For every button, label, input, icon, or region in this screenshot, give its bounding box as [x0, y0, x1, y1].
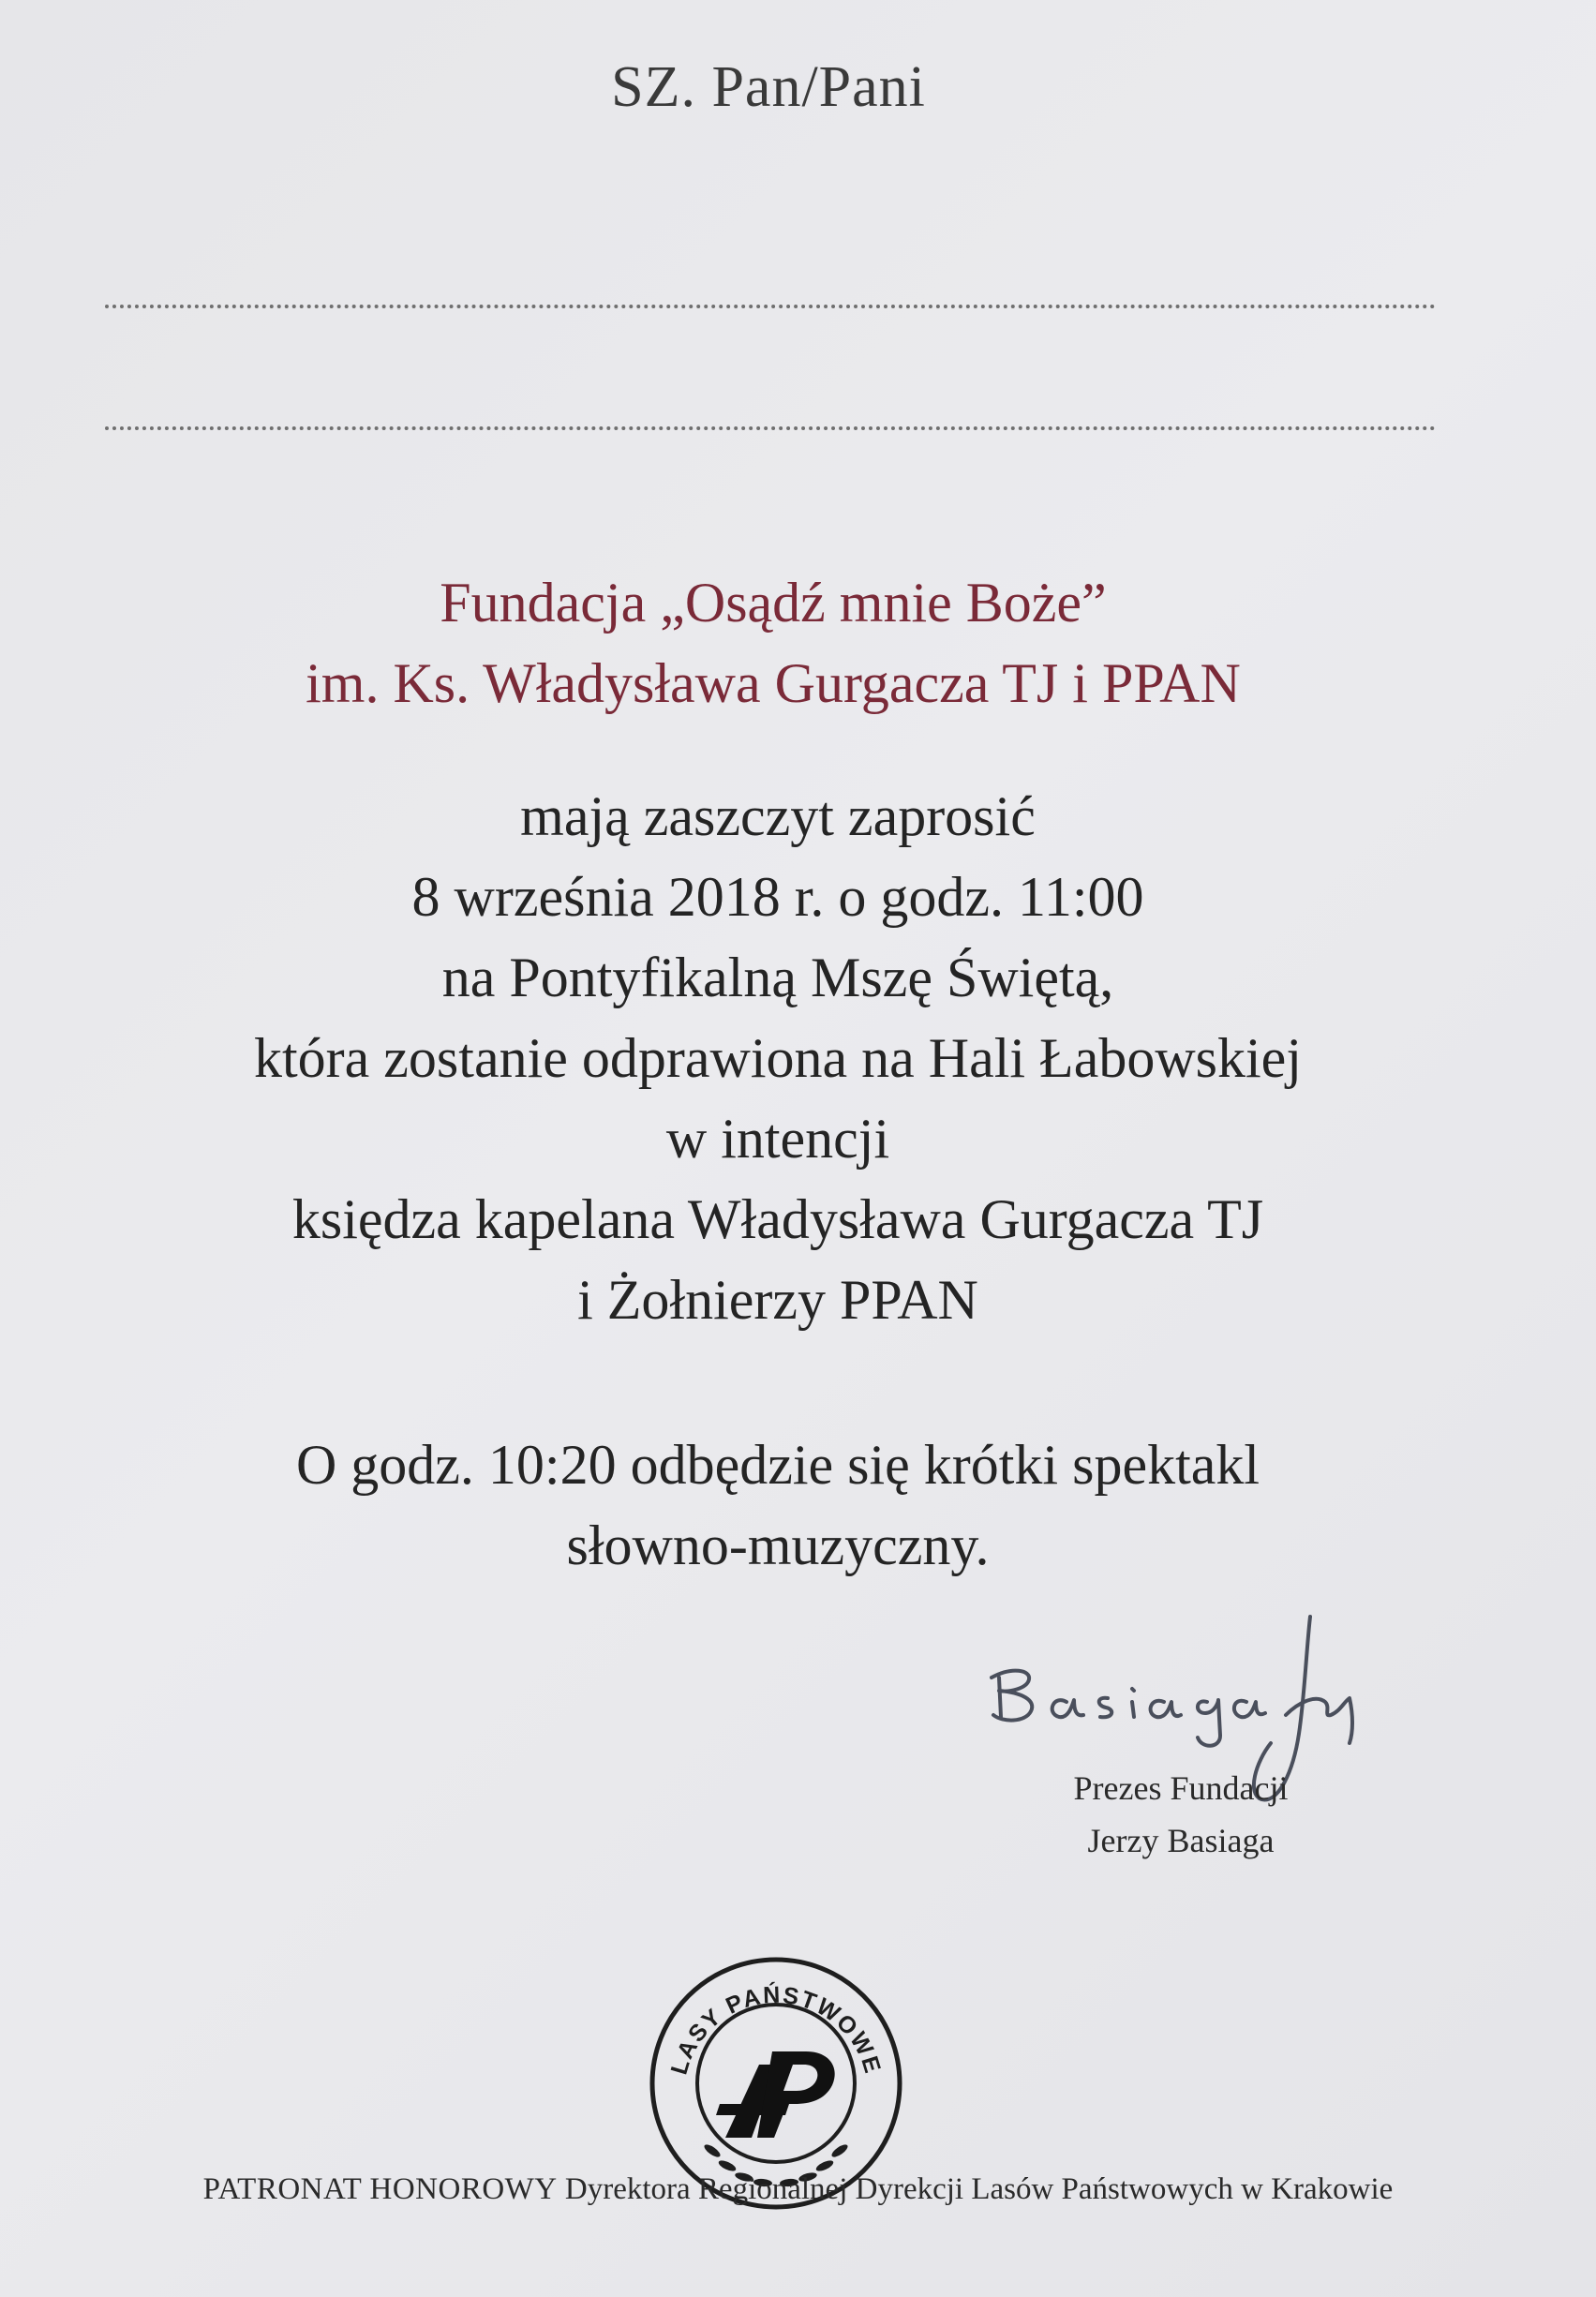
invitation-text [0, 776, 1556, 1340]
performance-note [0, 1424, 1556, 1586]
recipient-line-2 [105, 426, 1436, 430]
patronage-text: Dyrektora Regionalnej Dyrekcji Lasów Państwowych w Krakowie [564, 2172, 1394, 2206]
foundation-line-1: Fundacja „Osądź mnie Boże” [440, 572, 1107, 634]
signatory [1012, 1762, 1350, 1867]
recipient-line-1 [105, 305, 1436, 308]
invitation-line-2: 8 września 2018 r. o godz. 11:00 [411, 866, 1144, 928]
note-line-2: słowno-muzyczny. [566, 1514, 990, 1576]
svg-text:LASY PAŃSTWOWE: LASY PAŃSTWOWE [665, 1981, 887, 2078]
note-line-1: O godz. 10:20 odbędzie się krótki spektakl [295, 1434, 1260, 1496]
patronage-label: PATRONAT HONOROWY [202, 2172, 558, 2206]
invitation-line-7: i Żołnierzy PPAN [577, 1269, 978, 1331]
foundation-line-2: im. Ks. Władysława Gurgacza TJ i PPAN [306, 652, 1241, 714]
invitation-line-3: na Pontyfikalną Mszę Świętą, [441, 947, 1114, 1008]
honorary-patronage [0, 2172, 1596, 2207]
salutation: SZ. Pan/Pani [611, 55, 926, 119]
signatory-name: Jerzy Basiaga [1087, 1822, 1275, 1859]
invitation-line-6: księdza kapelana Władysława Gurgacza TJ [291, 1188, 1264, 1250]
foundation-name [0, 562, 1546, 723]
invitation-line-4: która zostanie odprawiona na Hali Łabowskiej [254, 1027, 1302, 1089]
signatory-title: Prezes Fundacji [1073, 1769, 1289, 1807]
invitation-line-1: mają zaszczyt zaprosić [520, 785, 1036, 847]
invitation-line-5: w intencji [665, 1108, 890, 1170]
